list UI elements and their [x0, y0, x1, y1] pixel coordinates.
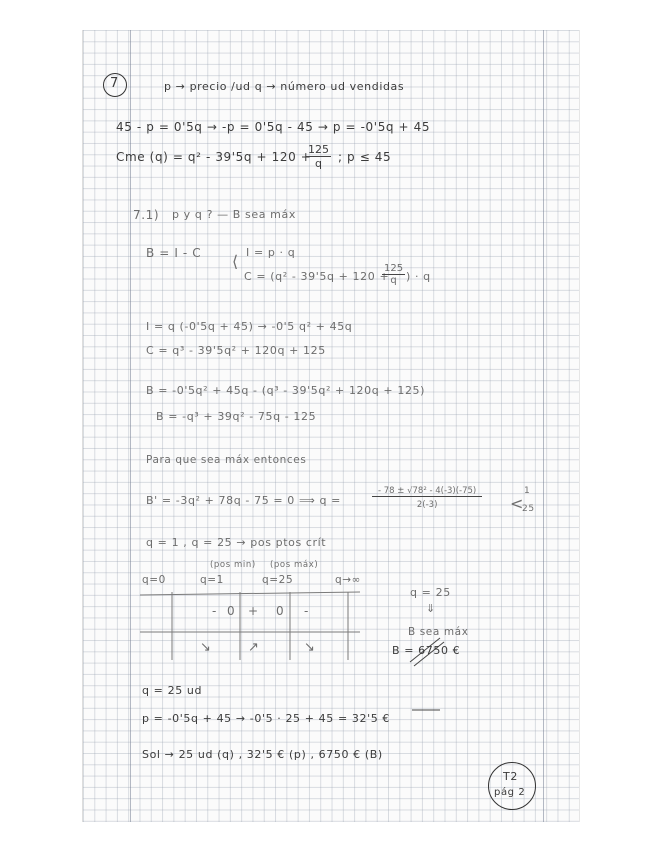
brace-mark: ⟨ [232, 252, 239, 271]
profit-definition: B = I - C [146, 246, 202, 260]
increasing-arrow: ↗ [248, 640, 260, 655]
side-b-value: B = 6750 € [392, 644, 461, 657]
cost-def-fraction-denominator: q [390, 275, 397, 286]
side-b-max: B sea máx [408, 626, 469, 638]
sign-cell-1: - [212, 604, 217, 618]
sign-cell-4: 0 [276, 604, 285, 618]
root-one: 1 [524, 486, 531, 496]
implies-arrow: ⇓ [426, 602, 436, 615]
root-branch-mark: < [510, 494, 525, 513]
price-constraint: ; p ≤ 45 [338, 150, 392, 164]
income-definition: I = p · q [246, 246, 296, 259]
sign-cell-5: - [304, 604, 309, 618]
cost-def-suffix: ) · q [406, 270, 431, 283]
profit-expansion-2: B = -q³ + 39q² - 75q - 125 [156, 410, 317, 423]
page-stamp-page: pág 2 [494, 787, 526, 798]
interval-label-2: q=25 [262, 574, 294, 586]
cost-expansion: C = q³ - 39'5q² + 120q + 125 [146, 344, 326, 357]
side-q-value: q = 25 [410, 586, 451, 599]
interval-label-1: q=1 [200, 574, 224, 586]
critical-points: q = 1 , q = 25 → pos ptos crít [146, 536, 327, 549]
quadratic-numerator: - 78 ± √78² - 4(-3)(-75) [372, 486, 482, 497]
maximum-condition: Para que sea máx entonces [146, 454, 307, 466]
profit-expansion-1: B = -0'5q² + 45q - (q³ - 39'5q² + 120q + 125) [146, 384, 426, 397]
average-cost-function: Cme (q) = q² - 39'5q + 120 + [116, 150, 312, 164]
quadratic-denominator: 2(-3) [416, 500, 438, 510]
decreasing-arrow-2: ↘ [304, 640, 316, 655]
income-expansion: I = q (-0'5q + 45) → -0'5 q² + 45q [146, 320, 353, 333]
interval-label-3: q→∞ [335, 574, 362, 586]
derivative-equation: B' = -3q² + 78q - 75 = 0 ⟹ q = [146, 494, 341, 507]
possible-minimum-label: (pos min) [210, 560, 256, 570]
variable-definitions: p → precio /ud q → número ud vendidas [164, 80, 405, 93]
interval-label-0: q=0 [142, 574, 166, 586]
root-two: 25 [522, 504, 535, 514]
problem-number: 7 [110, 76, 119, 91]
sign-cell-3: + [248, 604, 259, 618]
cost-definition: C = (q² - 39'5q + 120 + [244, 270, 390, 283]
decreasing-arrow-1: ↘ [200, 640, 212, 655]
sign-cell-2: 0 [227, 604, 236, 618]
result-quantity: q = 25 ud [142, 684, 203, 697]
solution-summary: Sol → 25 ud (q) , 32'5 € (p) , 6750 € (B) [142, 748, 383, 761]
part-question: p y q ? — B sea máx [172, 208, 296, 221]
cost-fraction-denominator: q [315, 157, 322, 170]
result-price: p = -0'5q + 45 → -0'5 · 25 + 45 = 32'5 € [142, 712, 390, 725]
demand-equation: 45 - p = 0'5q → -p = 0'5q - 45 → p = -0'5q + 45 [116, 120, 431, 134]
page-stamp-topic: T2 [503, 770, 518, 783]
possible-maximum-label: (pos máx) [270, 560, 319, 570]
cost-fraction-numerator: 125 [308, 143, 329, 156]
cost-def-fraction-numerator: 125 [384, 263, 404, 274]
part-label: 7.1) [133, 208, 160, 222]
